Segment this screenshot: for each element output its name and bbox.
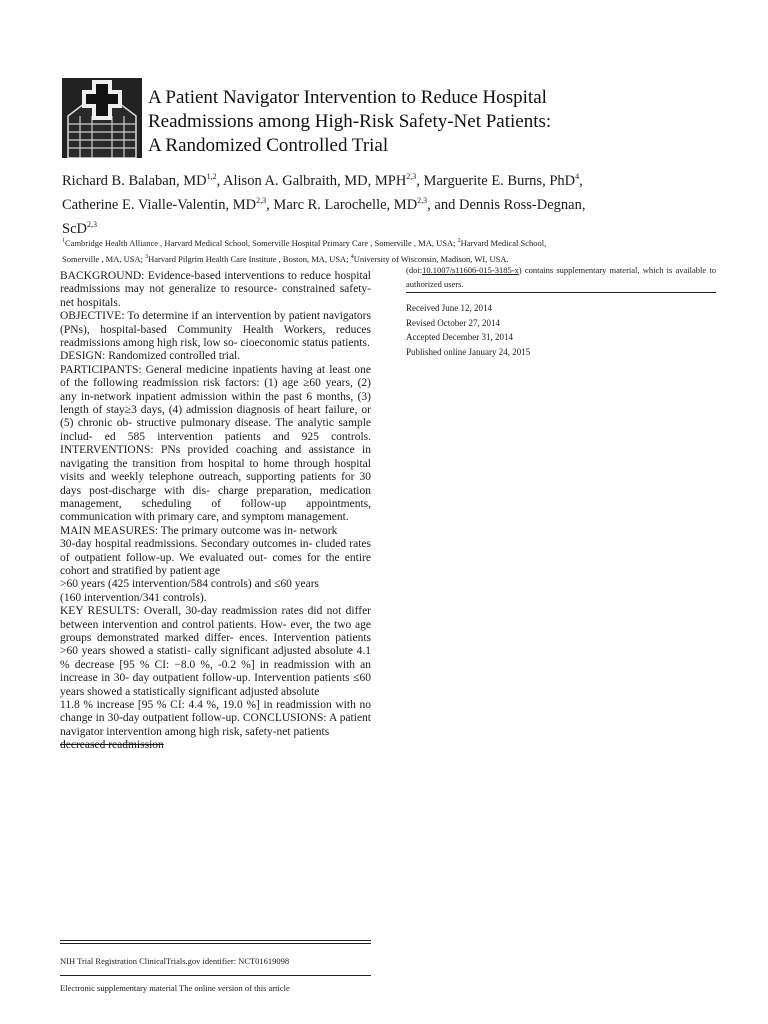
received-date: Received June 12, 2014 [406, 303, 492, 313]
title-line: A Randomized Controlled Trial [148, 135, 389, 156]
abstract [60, 270, 371, 753]
author-affiliation-marker: 2,3 [86, 219, 97, 229]
esm-note: Electronic supplementary material The online version of this article [60, 983, 290, 993]
doi-suffix: ) contains supplementary material, which is available to authorized users. [406, 265, 716, 289]
doi-link[interactable]: 10.1007/s11606-015-3185-x [422, 265, 519, 275]
abstract-main-measures: MAIN MEASURES: The primary outcome was in- network [60, 524, 338, 537]
author-name: Richard B. Balaban, MD [62, 172, 207, 189]
author-affiliation-marker: 1,2 [206, 172, 217, 181]
affiliation-marker: 3 [145, 253, 149, 260]
abstract-background: BACKGROUND: Evidence-based interventions to reduce hospital readmissions may not generalize to resource- constrained safety-net hospitals. [60, 270, 371, 309]
divider [60, 940, 371, 941]
affiliation-text: Cambridge Health Alliance , Harvard Medical School, Somerville Hospital Primary Care , Somerville , MA, USA; [65, 237, 458, 248]
doi-prefix: (doi: [406, 265, 423, 275]
divider [60, 975, 371, 976]
author-degree: ScD [62, 220, 87, 237]
abstract-conclusions: 11.8 % increase [95 % CI: 4.4 %, 19.0 %] in readmission with no change in 30-day outpatient follow-up. CONCLUSIONS: A patient navigator intervention among high risk, safety-net patients [60, 699, 371, 738]
divider [60, 943, 371, 944]
author-name: , and Dennis Ross-Degnan, [427, 196, 586, 213]
author-affiliation-marker: 2,3 [406, 172, 417, 181]
abstract-key-results: KEY RESULTS: Overall, 30-day readmission rates did not differ between intervention and control patients. How- ever, the two age groups demonstrated marked differ- ences. Intervention patients >60 years showed a statisti- cally significant adjusted absolute 4.1 % decrease [95 % CI: −8.0 %, -0.2 %] in readmission with an increase in 30- day outpatient follow-up. Intervention patients ≤60 years showed a statistically significant adjusted absolute [60, 605, 371, 698]
journal-logo-icon [62, 78, 142, 158]
abstract-design: DESIGN: Randomized controlled trial. [60, 350, 241, 363]
title-line: A Patient Navigator Intervention to Reduce Hospital [148, 87, 547, 108]
trial-registration: NIH Trial Registration ClinicalTrials.gov identifier: NCT01619098 [60, 956, 290, 966]
author-affiliation-marker: 4 [575, 172, 580, 181]
affiliation-text: Harvard Medical School, [460, 237, 547, 248]
article-title [148, 86, 708, 158]
affiliation-marker: 2 [457, 238, 461, 244]
author-affiliation-marker: 2,3 [256, 195, 267, 205]
affiliation-text: Somerville , MA, USA; [62, 253, 146, 264]
author-name: Catherine E. Vialle-Valentin, MD [62, 196, 257, 213]
published-date: Published online January 24, 2015 [406, 346, 531, 357]
affiliation-text: Harvard Pilgrim Health Care Institute , Boston, MA, USA; [148, 253, 351, 264]
publication-dates [406, 301, 716, 359]
title-line: Readmissions among High-Risk Safety-Net Patients: [148, 111, 552, 132]
affiliations [62, 234, 722, 266]
article-info [406, 264, 716, 359]
affiliation-text: University of Wisconsin, Madison, WI, USA. [353, 253, 509, 264]
abstract-age-group-1: >60 years (425 intervention/584 controls) and ≤60 years [60, 578, 320, 591]
abstract-participants: PARTICIPANTS: General medicine inpatients having at least one of the following readmission risk factors: (1) age ≥60 years, (2) any in-network inpatient admission within the past 6 months, (3) length of stay≥3 days, (4) admission diagnosis of heart failure, or (5) chronic ob- structive pulmonary disease. The analytic sample includ- ed 585 intervention patients and 925 controls. INTERVENTIONS: PNs provided coaching and assistance in navigating the transition from hospital to home through hospital visits and weekly telephone outreach, supporting patients for 30 days post-discharge with dis- charge preparation, medication management, scheduling of follow-up appointments, communication with primary care, and symptom management. [60, 363, 371, 524]
abstract-cutoff-line: decreased readmission [60, 739, 164, 752]
affiliation-marker: 1 [62, 238, 65, 244]
abstract-age-group-2: (160 intervention/341 controls). [60, 591, 207, 604]
accepted-date: Accepted December 31, 2014 [406, 332, 513, 342]
author-name: , Marc R. Larochelle, MD [266, 196, 418, 213]
affiliation-marker: 4 [350, 253, 354, 260]
author-separator: , [579, 172, 583, 189]
author-name: , Alison A. Galbraith, MD, MPH [216, 172, 407, 189]
author-affiliation-marker: 2,3 [417, 195, 428, 205]
abstract-main-measures-cont: 30-day hospital readmissions. Secondary outcomes in- cluded rates of outpatient follow-up. We evaluated out- comes for the entire cohort and stratified by patient age [60, 538, 371, 577]
author-list [62, 167, 702, 238]
revised-date: Revised October 27, 2014 [406, 317, 500, 328]
divider [406, 292, 716, 293]
abstract-objective: OBJECTIVE: To determine if an intervention by patient navigators (PNs), hospital-based Community Health Workers, reduces readmissions among high risk, low so- cioeconomic status patients. [60, 310, 371, 350]
doi-note [406, 264, 716, 291]
author-name: , Marguerite E. Burns, PhD [416, 172, 576, 189]
